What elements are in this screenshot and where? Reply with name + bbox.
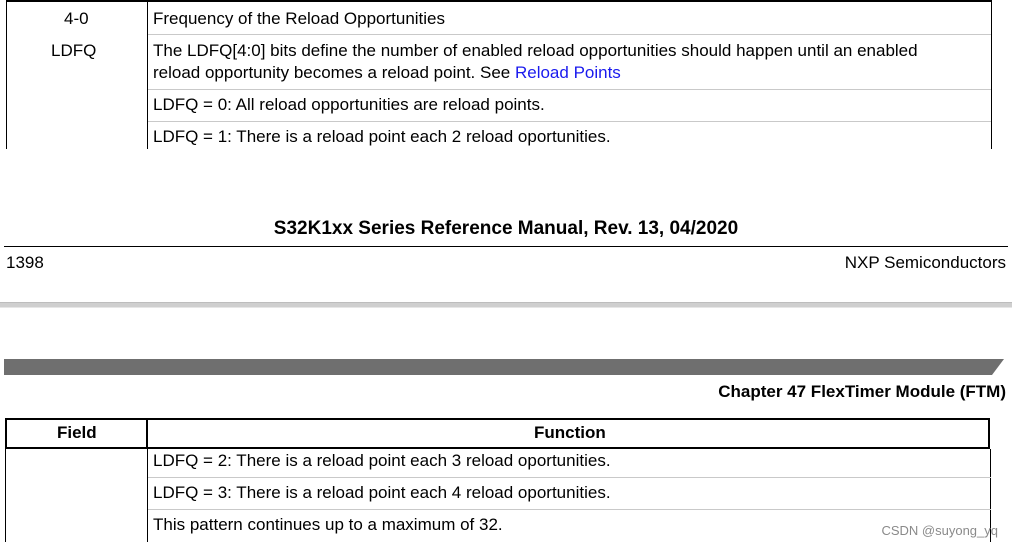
vendor-name: NXP Semiconductors <box>844 253 1006 272</box>
table-column-divider <box>147 449 148 542</box>
source-watermark: CSDN @suyong_yq <box>881 523 998 538</box>
row-divider <box>148 121 991 122</box>
field-name: LDFQ <box>51 41 97 60</box>
row-divider <box>148 509 991 510</box>
table-top-border <box>6 0 992 2</box>
ldfq-value-row-1: LDFQ = 1: There is a reload point each 2 reload oportunities. <box>153 127 611 146</box>
pattern-note-row: This pattern continues up to a maximum of 32. <box>153 515 503 534</box>
table-right-border <box>991 0 992 149</box>
document-title: S32K1xx Series Reference Manual, Rev. 13, 04/2020 <box>273 218 739 239</box>
page-separator <box>0 302 1012 308</box>
reload-points-link[interactable]: Reload Points <box>514 63 621 82</box>
table-left-border <box>6 0 7 149</box>
table-header-row <box>5 418 990 449</box>
table-column-divider <box>147 0 148 149</box>
field-description-line-2 <box>153 62 621 84</box>
page-number: 1398 <box>6 253 44 272</box>
header-field: Field <box>57 423 97 442</box>
field-description-prefix: reload opportunity becomes a reload point. See <box>153 63 515 82</box>
chapter-header-bar <box>4 359 1004 375</box>
ldfq-value-row-2: LDFQ = 2: There is a reload point each 3 reload oportunities. <box>153 451 611 470</box>
footer-rule <box>4 246 1008 247</box>
table-left-border <box>5 449 6 542</box>
chapter-title: Chapter 47 FlexTimer Module (FTM) <box>718 382 1006 401</box>
row-divider <box>148 89 991 90</box>
header-column-divider <box>146 418 148 449</box>
header-function: Function <box>534 423 606 442</box>
ldfq-value-row-3: LDFQ = 3: There is a reload point each 4 reload oportunities. <box>153 483 611 502</box>
field-title: Frequency of the Reload Opportunities <box>153 9 446 28</box>
row-divider <box>148 34 991 35</box>
field-bits: 4-0 <box>64 9 89 28</box>
field-description-line-1: The LDFQ[4:0] bits define the number of enabled reload opportunities should happen until an enabled <box>153 41 918 60</box>
row-divider <box>148 477 991 478</box>
ldfq-value-row-0: LDFQ = 0: All reload opportunities are reload points. <box>153 95 545 114</box>
